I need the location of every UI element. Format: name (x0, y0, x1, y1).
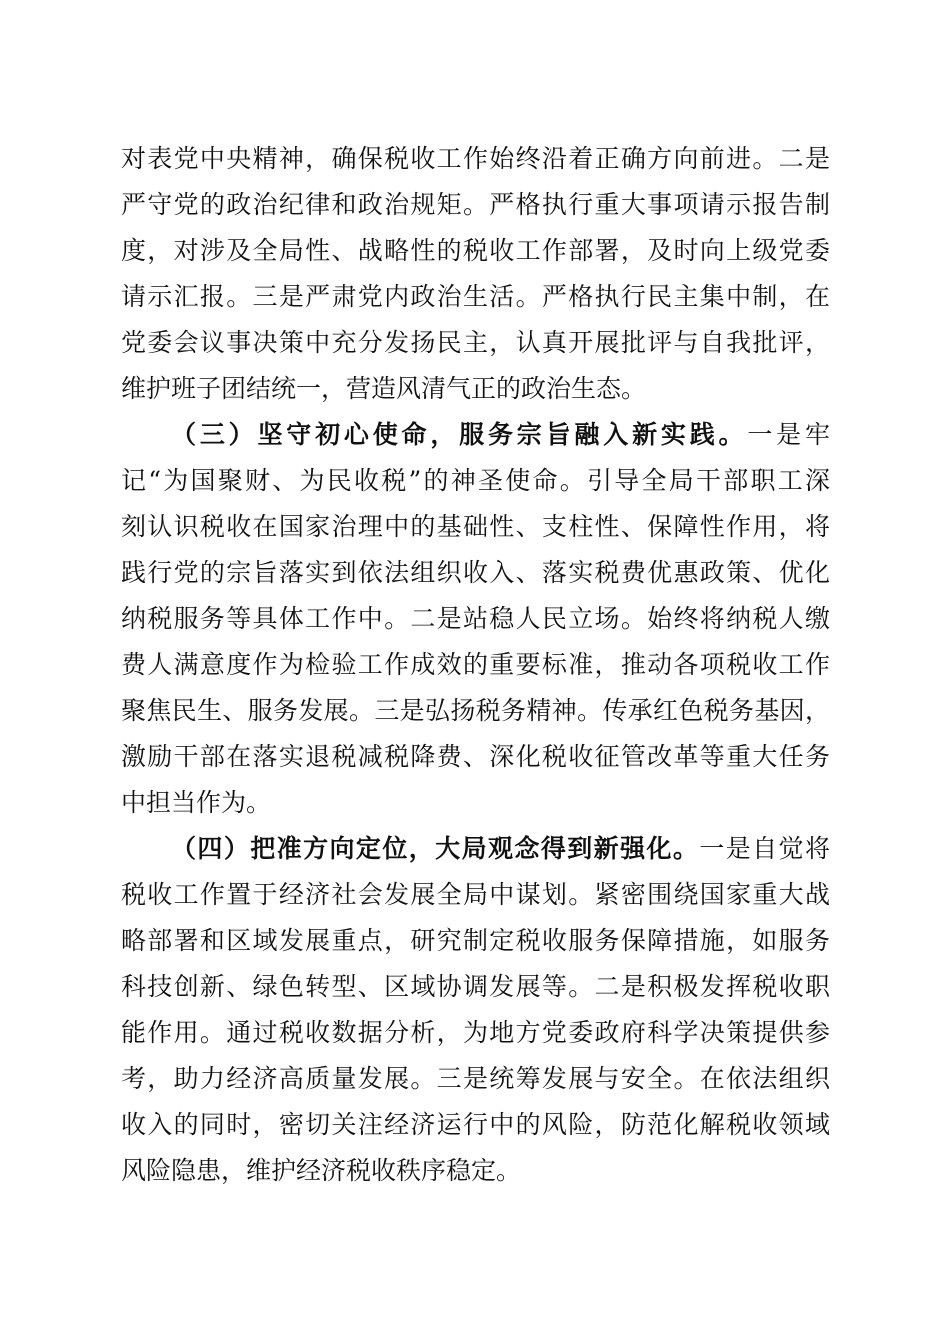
paragraph-1-line-3: 度，对涉及全局性、战略性的税收工作部署，及时向上级党委 (121, 236, 830, 265)
paragraph-2-line-2: 记“为国聚财、为民收税”的神圣使命。引导全局干部职工深 (121, 466, 830, 495)
paragraph-1-line-5: 党委会议事决策中充分发扬民主，认真开展批评与自我批评， (121, 328, 830, 357)
paragraph-1-line-4: 请示汇报。三是严肃党内政治生活。严格执行民主集中制，在 (121, 282, 830, 311)
paragraph-3-first-line-text: 一是自觉将 (699, 834, 830, 863)
paragraph-2-line-4: 践行党的宗旨落实到依法组织收入、落实税费优惠政策、优化 (121, 558, 830, 587)
paragraph-1-line-1: 对表党中央精神，确保税收工作始终沿着正确方向前进。二是 (121, 144, 830, 173)
paragraph-2-line-8: 激励干部在落实退税减税降费、深化税收征管改革等重大任务 (121, 742, 830, 771)
paragraph-3-line-4: 科技创新、绿色转型、区域协调发展等。二是积极发挥税收职 (121, 972, 830, 1001)
paragraph-2-line-9: 中担当作为。 (121, 788, 272, 817)
paragraph-2-first-line-text: 一是牢 (747, 420, 830, 449)
paragraph-1-line-6: 维护班子团结统一，营造风清气正的政治生态。 (121, 374, 647, 403)
paragraph-3-line-8: 风险隐患，维护经济税收秩序稳定。 (121, 1156, 522, 1185)
paragraph-3-line-6: 考，助力经济高质量发展。三是统筹发展与安全。在依法组织 (121, 1064, 830, 1093)
paragraph-2-line-3: 刻认识税收在国家治理中的基础性、支柱性、保障性作用，将 (121, 512, 830, 541)
paragraph-3-first-line (171, 829, 830, 869)
paragraph-1-line-2: 严守党的政治纪律和政治规矩。严格执行重大事项请示报告制 (121, 190, 830, 219)
paragraph-2-line-7: 聚焦民生、服务发展。三是弘扬税务精神。传承红色税务基因， (121, 696, 830, 725)
paragraph-2-first-line (171, 415, 830, 455)
paragraph-3-line-7: 收入的同时，密切关注经济运行中的风险，防范化解税收领域 (121, 1110, 830, 1139)
paragraph-3-line-3: 略部署和区域发展重点，研究制定税收服务保障措施，如服务 (121, 926, 830, 955)
paragraph-2-line-6: 费人满意度作为检验工作成效的重要标准，推动各项税收工作 (121, 650, 830, 679)
paragraph-3-line-2: 税收工作置于经济社会发展全局中谋划。紧密围绕国家重大战 (121, 880, 830, 909)
paragraph-2-line-5: 纳税服务等具体工作中。二是站稳人民立场。始终将纳税人缴 (121, 604, 830, 633)
section-heading-4: （四）把准方向定位，大局观念得到新强化。 (171, 834, 700, 863)
section-heading-3: （三）坚守初心使命，服务宗旨融入新实践。 (171, 420, 748, 449)
paragraph-3-line-5: 能作用。通过税收数据分析，为地方党委政府科学决策提供参 (121, 1018, 830, 1047)
